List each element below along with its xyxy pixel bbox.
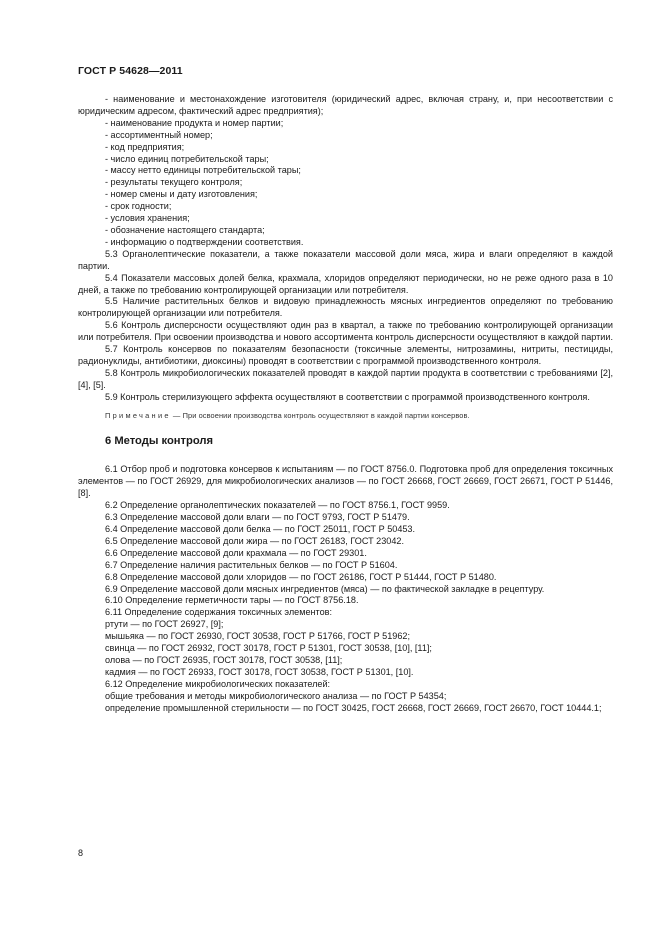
page-number: 8 bbox=[78, 848, 84, 858]
clause-6-8: 6.8 Определение массовой доли хлоридов — по ГОСТ 26186, ГОСТ Р 51444, ГОСТ Р 51480. bbox=[105, 571, 497, 582]
list-item: - срок годности; bbox=[105, 201, 172, 212]
label-contents-list bbox=[78, 118, 613, 249]
document-body bbox=[78, 94, 613, 715]
note-label: Примечание bbox=[105, 410, 171, 420]
clause-6-11-tin: олова — по ГОСТ 26935, ГОСТ 30178, ГОСТ 30538, [11]; bbox=[105, 654, 343, 665]
clause-5-7: 5.7 Контроль консервов по показателям безопасности (токсичные элементы, нитрозамины, нитриты, пестициды, радионуклиды, антибиотики, диоксины) проводят в соответствии с программой производственного контроля. bbox=[78, 344, 613, 366]
clause-5-5: 5.5 Наличие растительных белков и видовую принадлежность мясных ингредиентов определяют по требованию контролирующей организации или потребителя. bbox=[78, 296, 613, 319]
list-item: - число единиц потребительской тары; bbox=[105, 153, 269, 164]
document-header: ГОСТ Р 54628—2011 bbox=[78, 65, 183, 77]
clause-6-12-sterility: определение промышленной стерильности — по ГОСТ 30425, ГОСТ 26668, ГОСТ 26669, ГОСТ 26670, ГОСТ 10444.1; bbox=[105, 702, 602, 713]
clause-6-11-arsenic: мышьяка — по ГОСТ 26930, ГОСТ 30538, ГОСТ Р 51766, ГОСТ Р 51962; bbox=[105, 631, 410, 642]
list-item: - условия хранения; bbox=[105, 213, 190, 224]
clause-6-12: 6.12 Определение микробиологических показателей: bbox=[105, 678, 331, 689]
list-item: - обозначение настоящего стандарта; bbox=[105, 224, 265, 235]
section-6-title: 6 Методы контроля bbox=[105, 435, 214, 448]
clause-6-11-lead: свинца — по ГОСТ 26932, ГОСТ 30178, ГОСТ Р 51301, ГОСТ 30538, [10], [11]; bbox=[105, 643, 432, 654]
clause-5-4: 5.4 Показатели массовых долей белка, крахмала, хлоридов определяют периодически, но не реже одного раза в 10 дней, а также по требованию контролирующей организации или потребителя. bbox=[78, 272, 613, 295]
clause-5-8: 5.8 Контроль микробиологических показателей проводят в каждой партии продукта в соответствии с требованиями [2], [4], [5]. bbox=[78, 367, 613, 390]
clause-6-4: 6.4 Определение массовой доли белка — по ГОСТ 25011, ГОСТ Р 50453. bbox=[105, 524, 416, 534]
list-item: - код предприятия; bbox=[105, 141, 185, 152]
clause-6-2: 6.2 Определение органолептических показателей — по ГОСТ 8756.1, ГОСТ 9959. bbox=[105, 500, 450, 511]
list-item: - массу нетто единицы потребительской тары; bbox=[105, 165, 301, 176]
clause-5-3: 5.3 Органолептические показатели, а также показатели массовой доли мяса, жира и влаги определяют в каждой партии. bbox=[78, 248, 613, 271]
clause-6-11: 6.11 Определение содержания токсичных элементов: bbox=[105, 607, 333, 618]
clause-6-10: 6.10 Определение герметичности тары — по ГОСТ 8756.18. bbox=[105, 595, 359, 606]
clause-6-11-cadmium: кадмия — по ГОСТ 26933, ГОСТ 30178, ГОСТ 30538, ГОСТ Р 51301, [10]. bbox=[105, 666, 414, 677]
list-lead-item: - наименование и местонахождение изготовителя (юридический адрес, включая страну, и, при несоответствии с юридическим адресом, фактический адрес предприятия); bbox=[78, 94, 613, 116]
clause-6-11-mercury: ртути — по ГОСТ 26927, [9]; bbox=[105, 619, 224, 630]
clause-6-3: 6.3 Определение массовой доли влаги — по ГОСТ 9793, ГОСТ Р 51479. bbox=[105, 512, 410, 523]
clause-6-6: 6.6 Определение массовой доли крахмала — по ГОСТ 29301. bbox=[105, 547, 367, 558]
clause-5-9: 5.9 Контроль стерилизующего эффекта осуществляют в соответствии с программой производственного контроля. bbox=[105, 391, 590, 402]
clause-5-6: 5.6 Контроль дисперсности осуществляют один раз в квартал, а также по требованию контролирующей организации или потребителя. При освоении производства и нового ассортимента контроль дисперсности осуществляют в каждой партии. bbox=[78, 320, 613, 343]
list-item: - результаты текущего контроля; bbox=[105, 177, 243, 188]
list-item: - ассортиментный номер; bbox=[105, 129, 213, 140]
clause-6-12-general: общие требования и методы микробиологического анализа — по ГОСТ Р 54354; bbox=[105, 690, 447, 701]
note-text: — При освоении производства контроль осуществляют в каждой партии консервов. bbox=[170, 410, 470, 420]
note bbox=[78, 410, 613, 422]
clause-6-7: 6.7 Определение наличия растительных белков — по ГОСТ Р 51604. bbox=[105, 559, 398, 570]
list-item: - информацию о подтверждении соответствия. bbox=[105, 236, 304, 247]
list-item: - номер смены и дату изготовления; bbox=[105, 189, 258, 200]
list-item: - наименование продукта и номер партии; bbox=[105, 117, 284, 128]
clause-6-5: 6.5 Определение массовой доли жира — по ГОСТ 26183, ГОСТ 23042. bbox=[105, 535, 404, 546]
clause-6-9: 6.9 Определение массовой доли мясных ингредиентов (мяса) — по фактической закладке в рецептуру. bbox=[105, 583, 545, 594]
clause-6-1: 6.1 Отбор проб и подготовка консервов к испытаниям — по ГОСТ 8756.0. Подготовка проб для определения токсичных элементов — по ГОСТ 26929, для микробиологических анализов — по ГОСТ 26668, ГОСТ 26669, ГОСТ 26671, ГОСТ Р 51446, [8]. bbox=[78, 464, 613, 499]
